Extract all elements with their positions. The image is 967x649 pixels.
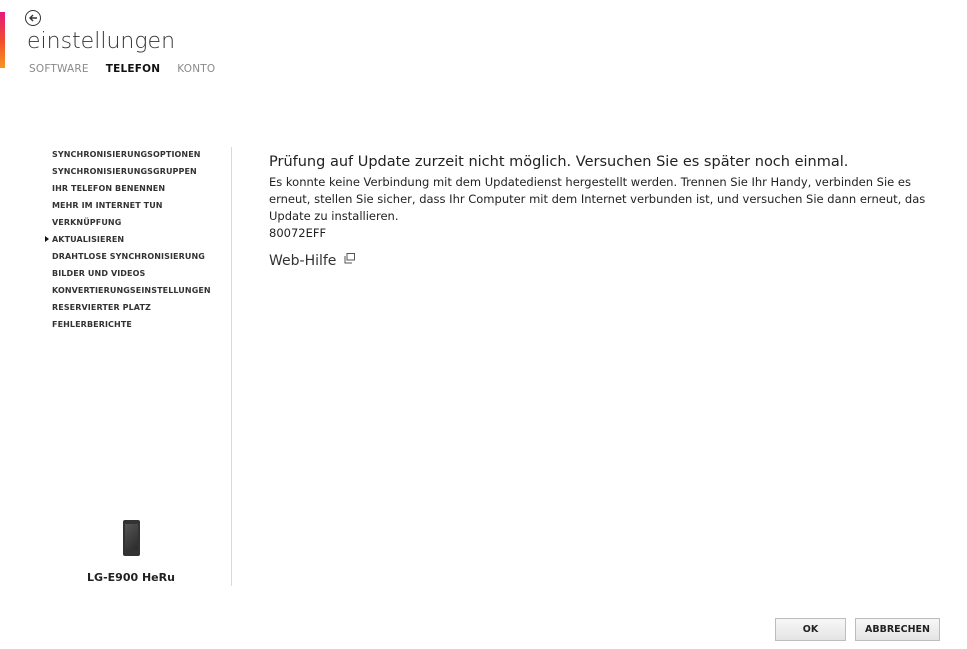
device-panel	[52, 520, 210, 584]
phone-screen	[125, 524, 138, 550]
back-button[interactable]	[25, 10, 41, 26]
sidebar-item-aktualisieren[interactable]: AKTUALISIEREN	[52, 231, 230, 248]
sidebar	[52, 146, 230, 333]
error-code: 80072EFF	[269, 226, 327, 240]
ok-button[interactable]: OK	[775, 618, 846, 641]
sidebar-item-drahtlose-synchronisierung[interactable]: DRAHTLOSE SYNCHRONISIERUNG	[52, 252, 205, 261]
error-message: Es konnte keine Verbindung mit dem Updatedienst hergestellt werden. Trennen Sie Ihr Handy, verbinden Sie es erneut, stellen Sie sicher, dass Ihr Computer mit dem Internet verbunden ist, und versuchen Sie dann erneut, das Update zu installieren.	[269, 175, 926, 223]
device-name: LG-E900 HeRu	[87, 571, 175, 584]
tab-telefon[interactable]: TELEFON	[105, 63, 161, 75]
phone-icon	[123, 520, 140, 556]
sidebar-item-verknuepfung[interactable]: VERKNÜPFUNG	[52, 218, 122, 227]
web-help-label: Web-Hilfe	[269, 253, 337, 269]
sidebar-item-konvertierungseinstellungen[interactable]: KONVERTIERUNGSEINSTELLUNGEN	[52, 286, 211, 295]
sidebar-item-fehlerberichte[interactable]: FEHLERBERICHTE	[52, 320, 132, 329]
error-title: Prüfung auf Update zurzeit nicht möglich. Versuchen Sie es später noch einmal.	[269, 154, 849, 170]
sidebar-item-reservierter-platz[interactable]: RESERVIERTER PLATZ	[52, 303, 151, 312]
page-title: einstellungen	[27, 29, 176, 54]
accent-bar	[0, 12, 5, 68]
tab-software[interactable]: SOFTWARE	[29, 63, 89, 75]
tab-konto[interactable]: KONTO	[177, 63, 216, 75]
cancel-button[interactable]: ABBRECHEN	[855, 618, 940, 641]
sidebar-divider	[231, 147, 232, 586]
main-content	[269, 154, 939, 269]
sidebar-item-telefon-benennen[interactable]: IHR TELEFON BENENNEN	[52, 184, 166, 193]
external-link-icon	[344, 253, 355, 264]
web-help-link[interactable]	[269, 253, 939, 269]
arrow-left-icon	[28, 13, 38, 23]
tab-bar	[29, 63, 232, 75]
sidebar-item-synchronisierungsoptionen[interactable]: SYNCHRONISIERUNGSOPTIONEN	[52, 150, 201, 159]
sidebar-item-mehr-im-internet[interactable]: MEHR IM INTERNET TUN	[52, 201, 163, 210]
sidebar-item-synchronisierungsgruppen[interactable]: SYNCHRONISIERUNGSGRUPPEN	[52, 167, 197, 176]
sidebar-item-bilder-und-videos[interactable]: BILDER UND VIDEOS	[52, 269, 146, 278]
